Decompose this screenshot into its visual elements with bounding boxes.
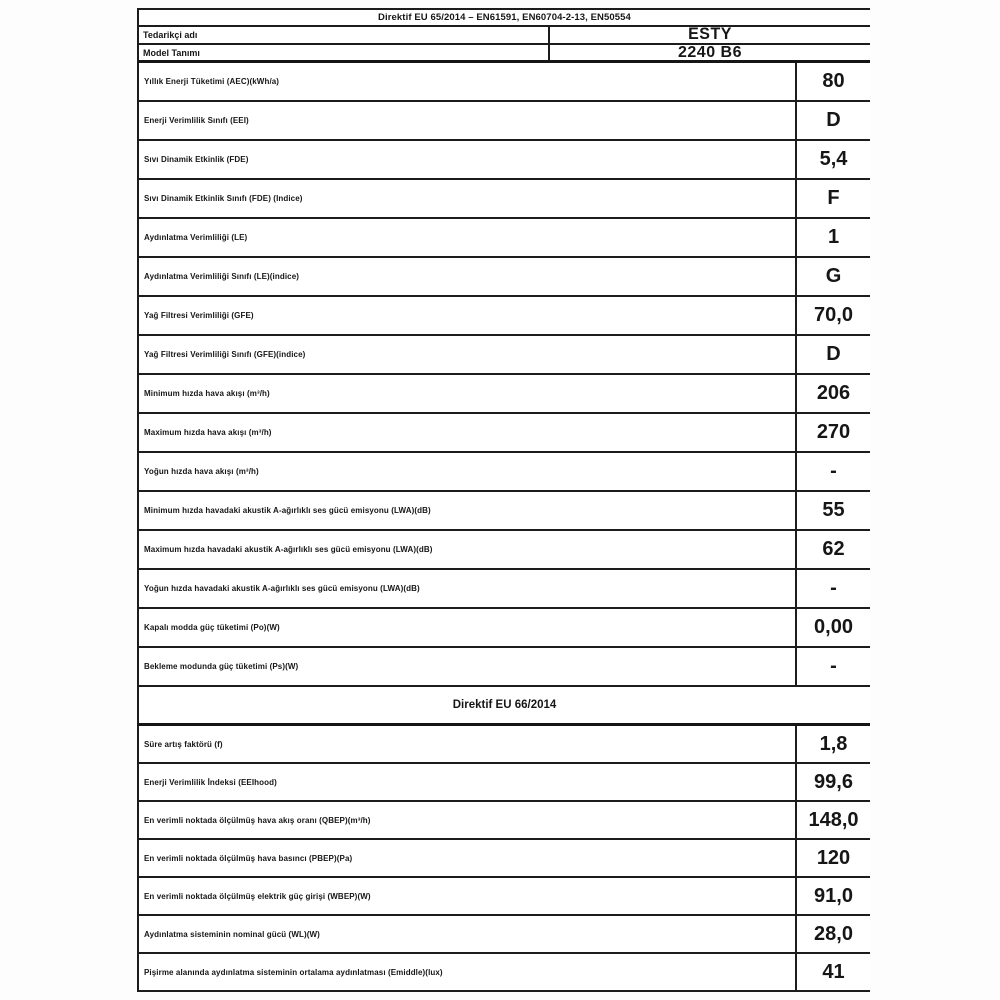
table-row <box>137 878 870 916</box>
row-label: Maximum hızda hava akışı (m³/h) <box>139 414 797 451</box>
table-row <box>137 840 870 878</box>
row-label: Enerji Verimlilik İndeksi (EEIhood) <box>139 764 797 800</box>
row-value: 270 <box>816 421 851 443</box>
table-row <box>137 375 870 414</box>
row-value: 99,6 <box>814 770 853 793</box>
table-row <box>137 180 870 219</box>
table-row <box>137 258 870 297</box>
row-label: Sıvı Dinamik Etkinlik Sınıfı (FDE) (Indice) <box>139 180 797 217</box>
row-label: Aydınlatma Verimliliği (LE) <box>139 219 797 256</box>
table-row <box>137 414 870 453</box>
row-label: Yoğun hızda hava akışı (m³/h) <box>139 453 797 490</box>
row-value: 1,8 <box>819 732 848 755</box>
row-value: 206 <box>816 382 851 404</box>
row-value: 62 <box>822 538 845 560</box>
table-row <box>137 648 870 687</box>
row-label: Süre artış faktörü (f) <box>139 726 797 762</box>
row-label: Kapalı modda güç tüketimi (Po)(W) <box>139 609 797 646</box>
row-value: 91,0 <box>814 884 853 907</box>
table-row <box>137 336 870 375</box>
section2-title: Direktif EU 66/2014 <box>137 687 870 726</box>
row-label: En verimli noktada ölçülmüş elektrik güç girişi (WBEP)(W) <box>139 878 797 914</box>
row-value: 0,00 <box>814 616 853 638</box>
row-value: D <box>826 343 841 365</box>
row-value: 80 <box>822 70 845 92</box>
brand-name: ESTY <box>688 25 732 44</box>
row-label: Minimum hızda hava akışı (m³/h) <box>139 375 797 412</box>
row-value: 70,0 <box>814 304 853 326</box>
row-label: Yağ Filtresi Verimliliği Sınıfı (GFE)(indice) <box>139 336 797 373</box>
model-label: Model Tanımı <box>139 45 550 60</box>
row-value: 120 <box>816 846 851 869</box>
table-row <box>137 219 870 258</box>
row-value: - <box>830 460 837 482</box>
table-row <box>137 492 870 531</box>
row-value: 28,0 <box>814 922 853 945</box>
row-value: 148,0 <box>808 808 859 831</box>
table-row <box>137 916 870 954</box>
row-label: Yıllık Enerji Tüketimi (AEC)(kWh/a) <box>139 63 797 100</box>
table-row <box>137 531 870 570</box>
directive-title: Direktif EU 65/2014 – EN61591, EN60704-2-13, EN50554 <box>137 8 870 27</box>
row-value: F <box>827 187 840 209</box>
row-label: Yağ Filtresi Verimliliği (GFE) <box>139 297 797 334</box>
table-row <box>137 102 870 141</box>
table-row <box>137 954 870 992</box>
supplier-label: Tedarikçi adı <box>139 27 550 43</box>
table-row <box>137 297 870 336</box>
row-label: Aydınlatma Verimliliği Sınıfı (LE)(indice) <box>139 258 797 295</box>
row-label: Aydınlatma sisteminin nominal gücü (WL)(W) <box>139 916 797 952</box>
row-value: 41 <box>822 960 845 983</box>
row-label: Minimum hızda havadaki akustik A-ağırlıklı ses gücü emisyonu (LWA)(dB) <box>139 492 797 529</box>
row-label: Yoğun hızda havadaki akustik A-ağırlıklı ses gücü emisyonu (LWA)(dB) <box>139 570 797 607</box>
table-row <box>137 609 870 648</box>
spec-table <box>137 8 870 992</box>
row-label: Bekleme modunda güç tüketimi (Ps)(W) <box>139 648 797 685</box>
row-label: Maximum hızda havadaki akustik A-ağırlıklı ses gücü emisyonu (LWA)(dB) <box>139 531 797 568</box>
supplier-row <box>137 27 870 45</box>
table-row <box>137 726 870 764</box>
model-number: 2240 B6 <box>678 43 742 61</box>
row-value: D <box>826 109 841 131</box>
row-label: Pişirme alanında aydınlatma sisteminin ortalama aydınlatması (Emiddle)(lux) <box>139 954 797 990</box>
section2-rows <box>137 726 870 992</box>
row-label: En verimli noktada ölçülmüş hava basıncı (PBEP)(Pa) <box>139 840 797 876</box>
table-row <box>137 63 870 102</box>
table-row <box>137 570 870 609</box>
row-value: - <box>830 655 837 677</box>
row-value: - <box>830 577 837 599</box>
row-label: En verimli noktada ölçülmüş hava akış oranı (QBEP)(m³/h) <box>139 802 797 838</box>
row-value: 55 <box>822 499 845 521</box>
row-value: G <box>825 265 842 287</box>
row-value: 1 <box>827 226 840 248</box>
row-label: Enerji Verimlilik Sınıfı (EEI) <box>139 102 797 139</box>
table-row <box>137 453 870 492</box>
table-row <box>137 764 870 802</box>
model-row <box>137 45 870 63</box>
row-label: Sıvı Dinamik Etkinlik (FDE) <box>139 141 797 178</box>
table-row <box>137 802 870 840</box>
section1-rows <box>137 63 870 687</box>
table-row <box>137 141 870 180</box>
row-value: 5,4 <box>819 148 848 170</box>
